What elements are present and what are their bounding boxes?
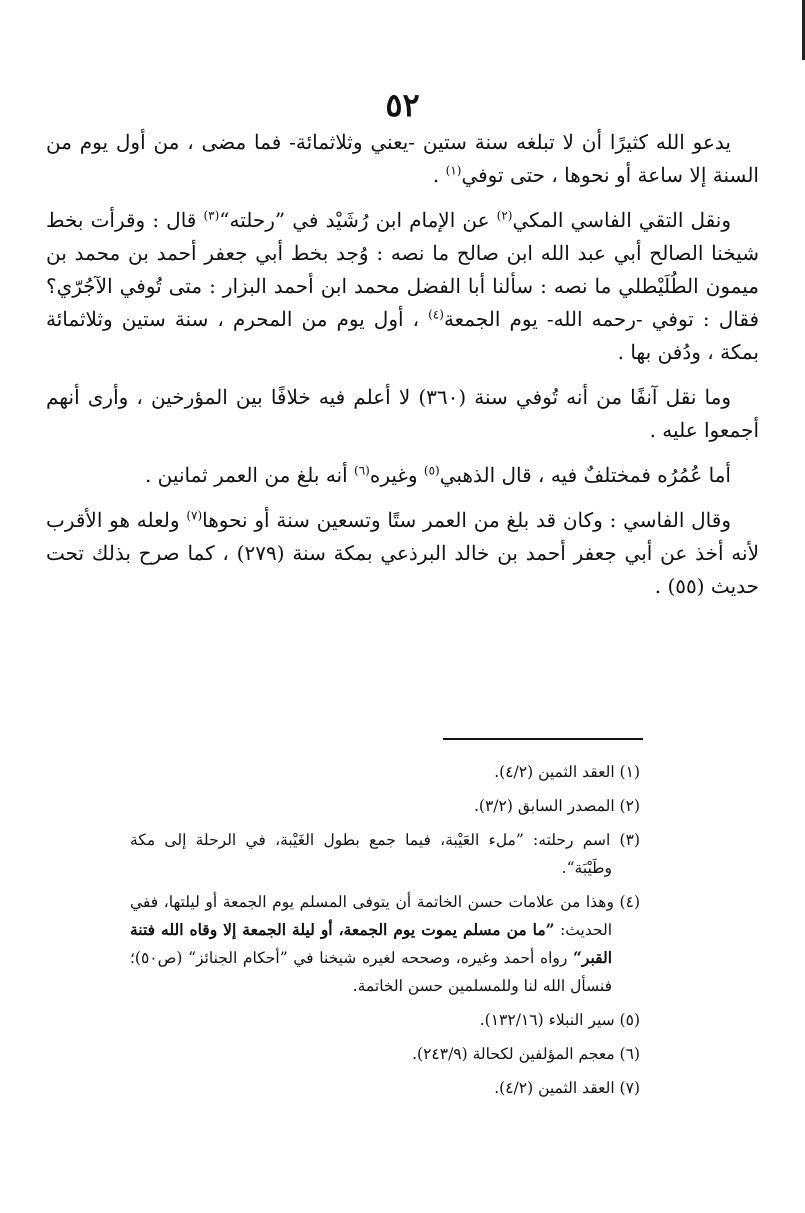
footnote-2: (٢) المصدر السابق (٣/٢). [474, 797, 640, 815]
footnote-4-text-c: رواه أحمد وغيره، وصححه لغيره شيخنا في ”أحكام الجنائز“ (ص٥٠)؛ فنسأل الله لنا وللمسلمين حسن الخاتمة. [130, 949, 612, 995]
page-number: ٥٢ [385, 86, 420, 124]
main-text [46, 126, 759, 615]
footnote-3: (٣) اسم رحلته: ”ملء العَيْبة، فيما جمع بطول الغَيْبة، في الرحلة إلى مكة وطَيْبَة“. [130, 831, 640, 877]
footnote-5: (٥) سير النبلاء (١٣٢/١٦). [479, 1011, 640, 1029]
paragraph-5-text-a: وقال الفاسي : وكان قد بلغ من العمر ستًا وتسعين سنة أو نحوها [202, 508, 731, 532]
paragraph-1-text: يدعو الله كثيرًا أن لا تبلغه سنة ستين -يعني وثلاثمائة- فما مضى ، من أول يوم من السنة إلا ساعة أو نحوها ، حتى توفي [46, 130, 759, 187]
paragraph-2-text-a: ونقل التقي الفاسي المكي [512, 208, 731, 232]
footnote-ref-5: (٥) [423, 463, 440, 478]
footnote-ref-2: (٢) [496, 208, 513, 223]
paragraph-4 [46, 459, 759, 492]
footnote-ref-7: (٧) [186, 508, 203, 523]
paragraph-4-text-a: أما عُمُرُه فمختلفٌ فيه ، قال الذهبي [439, 463, 731, 487]
paragraph-3-text: وما نقل آنفًا من أنه تُوفي سنة (٣٦٠) لا أعلم فيه خلافًا بين المؤرخين ، وأرى أنهم أجمعوا عليه . [46, 385, 759, 442]
footnote-ref-1: (١) [445, 163, 462, 178]
page-edge-mark [792, 0, 805, 60]
paragraph-2-text-b: عن الإمام ابن رُشَيْد في ”رحلته“ [219, 208, 497, 232]
footnote-4-text-a: (٤) وهذا من علامات حسن الخاتمة أن يتوفى المسلم يوم الجمعة أو ليلتها، ففي الحديث: [130, 893, 640, 939]
paragraph-4-text-c: أنه بلغ من العمر ثمانين . [144, 463, 355, 487]
footnote-4 [130, 888, 640, 1000]
paragraph-4-text-b: وغيره [369, 463, 424, 487]
paragraph-1: يدعو الله كثيرًا أن لا تبلغه سنة ستين -يعني وثلاثمائة- فما مضى ، من أول يوم من السنة إلا ساعة أو نحوها ، حتى توفي$^{(١)}$ . [46, 130, 759, 187]
paragraph-2-text-d: ، أول يوم من المحرم ، سنة ستين وثلاثمائة بمكة ، ودُفن بها . [46, 307, 759, 364]
footnote-ref-3: (٣) [203, 208, 220, 223]
paragraph-2-text-c: قال : وقرأت بخط شيخنا الصالح أبي عبد الله ابن صالح ما نصه : وُجد بخط أبي جعفر أحمد بن محمد بن ميمون الطُلَيْطلي ما نصه : سألنا أبا الفضل محمد ابن أحمد البزار : متى تُوفي الآجُرّي؟ فقال : توفي -رحمه الله- يوم الجمعة [46, 208, 759, 331]
footnote-4-hadith: ”ما من مسلم يموت يوم الجمعة، أو ليلة الجمعة إلا وقاه الله فتنة القبر“ [130, 920, 612, 967]
paragraph-2 [46, 204, 759, 369]
footnote-ref-4: (٤) [428, 307, 444, 322]
footnote-separator [443, 738, 643, 740]
footnote-1: (١) العقد الثمين (٤/٢). [494, 763, 640, 781]
footnote-ref-6: (٦) [354, 463, 370, 478]
footnote-7: (٧) العقد الثمين (٤/٢). [494, 1079, 640, 1097]
paragraph-5-text-b: ولعله هو الأقرب لأنه أخذ عن أبي جعفر أحمد بن خالد البرذعي بمكة سنة (٢٧٩) ، كما صرح بذلك تحت حديث (٥٥) . [46, 508, 759, 598]
footnote-6: (٦) معجم المؤلفين لكحالة (٢٤٣/٩). [412, 1045, 640, 1063]
paragraph-3 [46, 381, 759, 447]
paragraph-5 [46, 504, 759, 603]
footnotes [130, 758, 640, 1108]
